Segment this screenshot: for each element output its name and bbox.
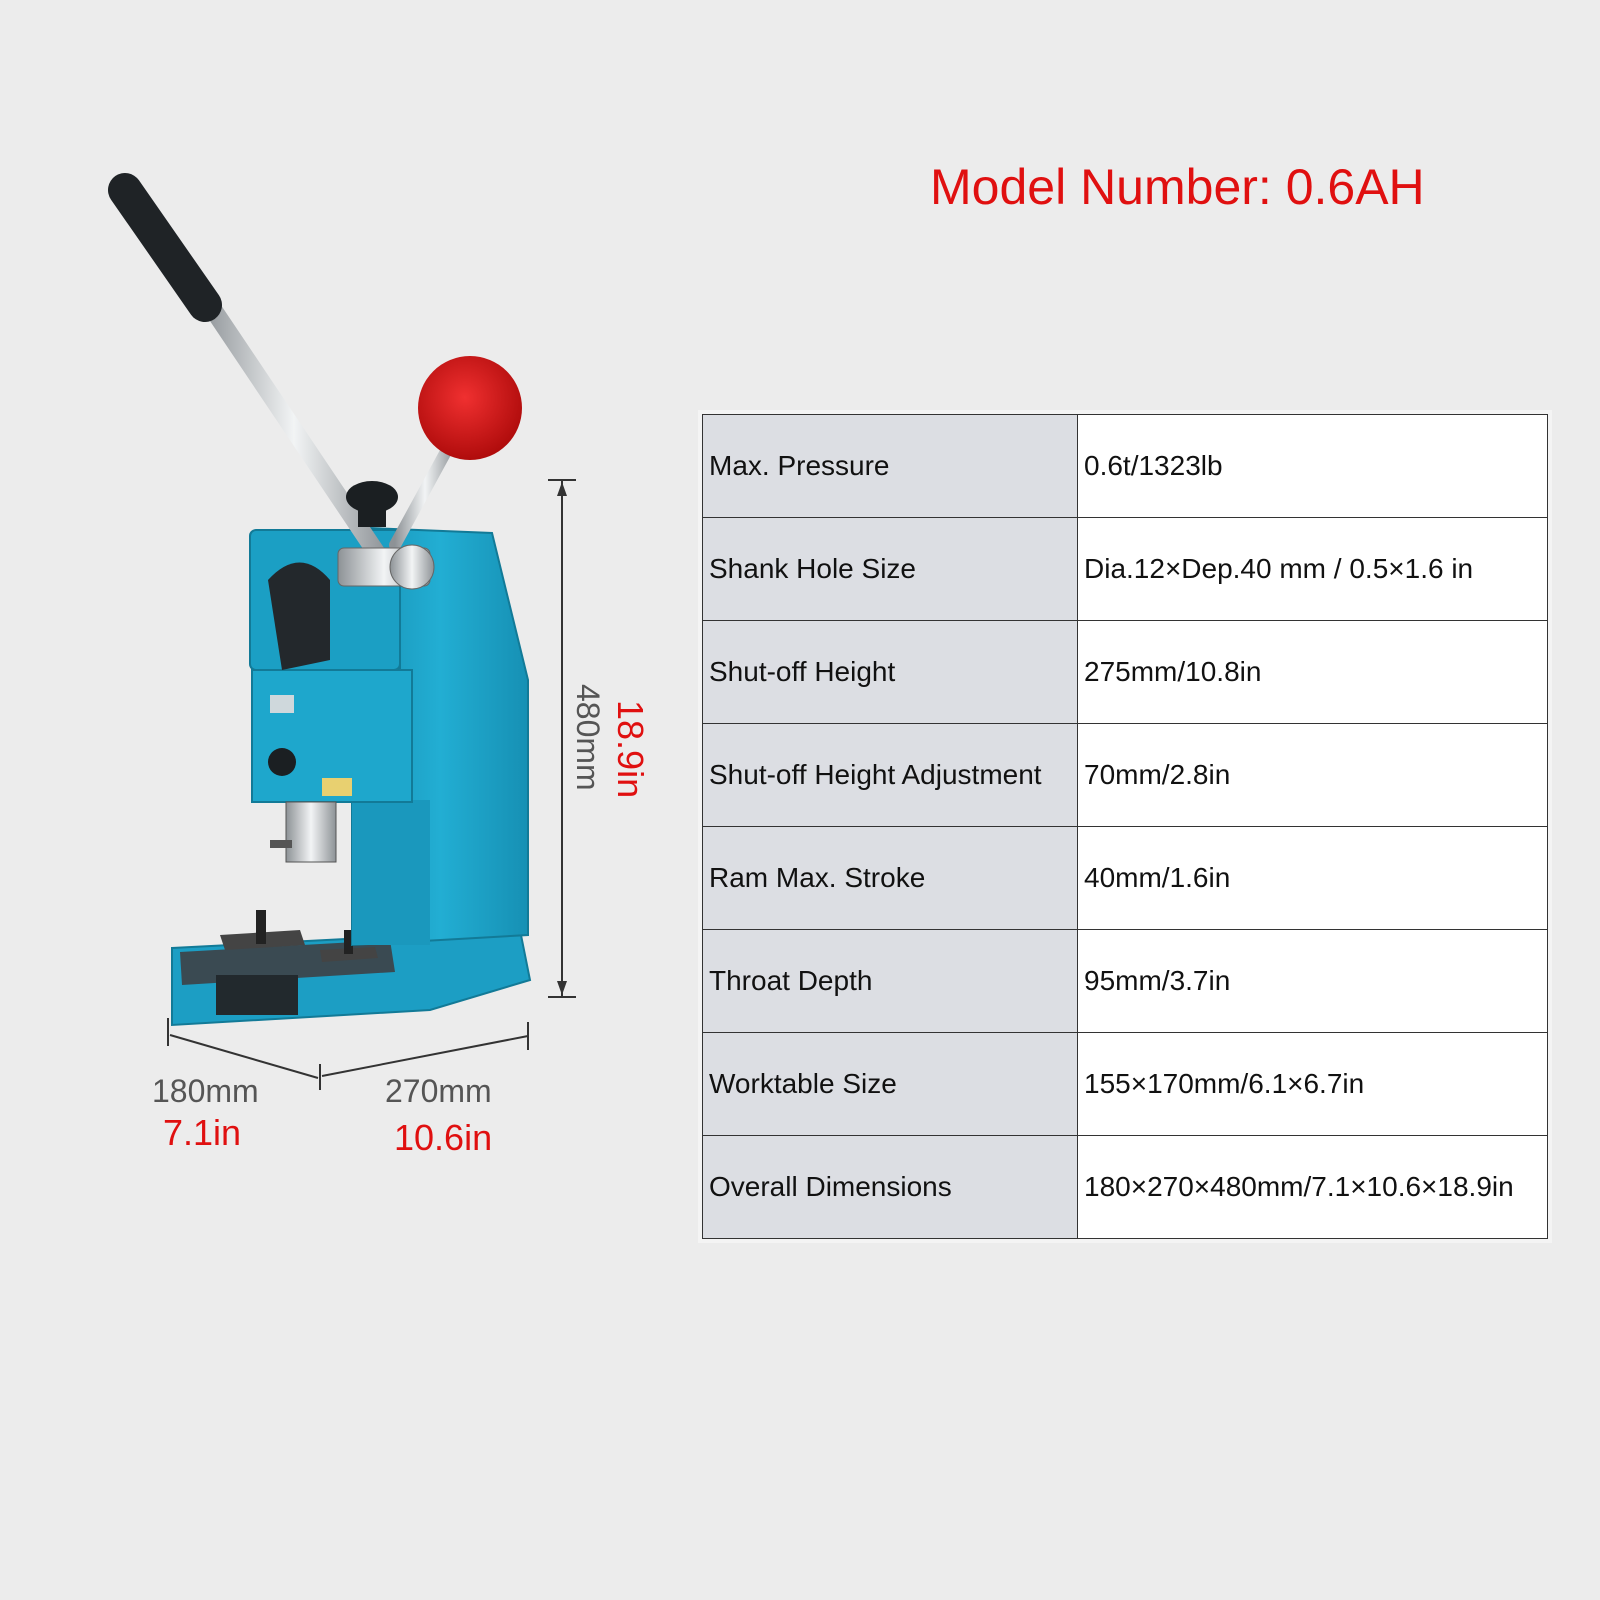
table-row bbox=[703, 1136, 1548, 1239]
red-knob-icon bbox=[418, 356, 522, 460]
table-row bbox=[703, 621, 1548, 724]
spec-label: Shut-off Height bbox=[703, 621, 1078, 724]
width-mm-label: 270mm bbox=[385, 1073, 492, 1109]
depth-mm-label: 180mm bbox=[152, 1073, 259, 1109]
spec-value: 275mm/10.8in bbox=[1078, 621, 1548, 724]
table-row bbox=[703, 1033, 1548, 1136]
spec-value: 0.6t/1323lb bbox=[1078, 415, 1548, 518]
spec-label: Throat Depth bbox=[703, 930, 1078, 1033]
hand-press-illustration bbox=[0, 0, 700, 1153]
counterweight-arm bbox=[395, 356, 522, 545]
table-row bbox=[703, 827, 1548, 930]
spec-value: 40mm/1.6in bbox=[1078, 827, 1548, 930]
height-in-label: 18.9in bbox=[610, 700, 651, 799]
table-row bbox=[703, 724, 1548, 827]
spec-value: 70mm/2.8in bbox=[1078, 724, 1548, 827]
spec-value: Dia.12×Dep.40 mm / 0.5×1.6 in bbox=[1078, 518, 1548, 621]
spec-label: Ram Max. Stroke bbox=[703, 827, 1078, 930]
spec-value: 95mm/3.7in bbox=[1078, 930, 1548, 1033]
spec-label: Shank Hole Size bbox=[703, 518, 1078, 621]
width-dimension-line bbox=[322, 1022, 528, 1076]
table-row bbox=[703, 518, 1548, 621]
spec-label: Worktable Size bbox=[703, 1033, 1078, 1136]
depth-in-label: 7.1in bbox=[163, 1112, 242, 1153]
table-row bbox=[703, 415, 1548, 518]
spec-value: 180×270×480mm/7.1×10.6×18.9in bbox=[1078, 1136, 1548, 1239]
height-mm-label: 480mm bbox=[570, 684, 606, 791]
spec-value: 155×170mm/6.1×6.7in bbox=[1078, 1033, 1548, 1136]
model-number-title: Model Number: 0.6AH bbox=[930, 159, 1425, 215]
press-ram bbox=[270, 802, 336, 862]
table-row bbox=[703, 930, 1548, 1033]
spec-label: Max. Pressure bbox=[703, 415, 1078, 518]
lever-handle bbox=[125, 190, 388, 570]
spec-label: Shut-off Height Adjustment bbox=[703, 724, 1078, 827]
spec-table bbox=[702, 414, 1548, 1239]
width-in-label: 10.6in bbox=[394, 1117, 493, 1158]
spec-label: Overall Dimensions bbox=[703, 1136, 1078, 1239]
